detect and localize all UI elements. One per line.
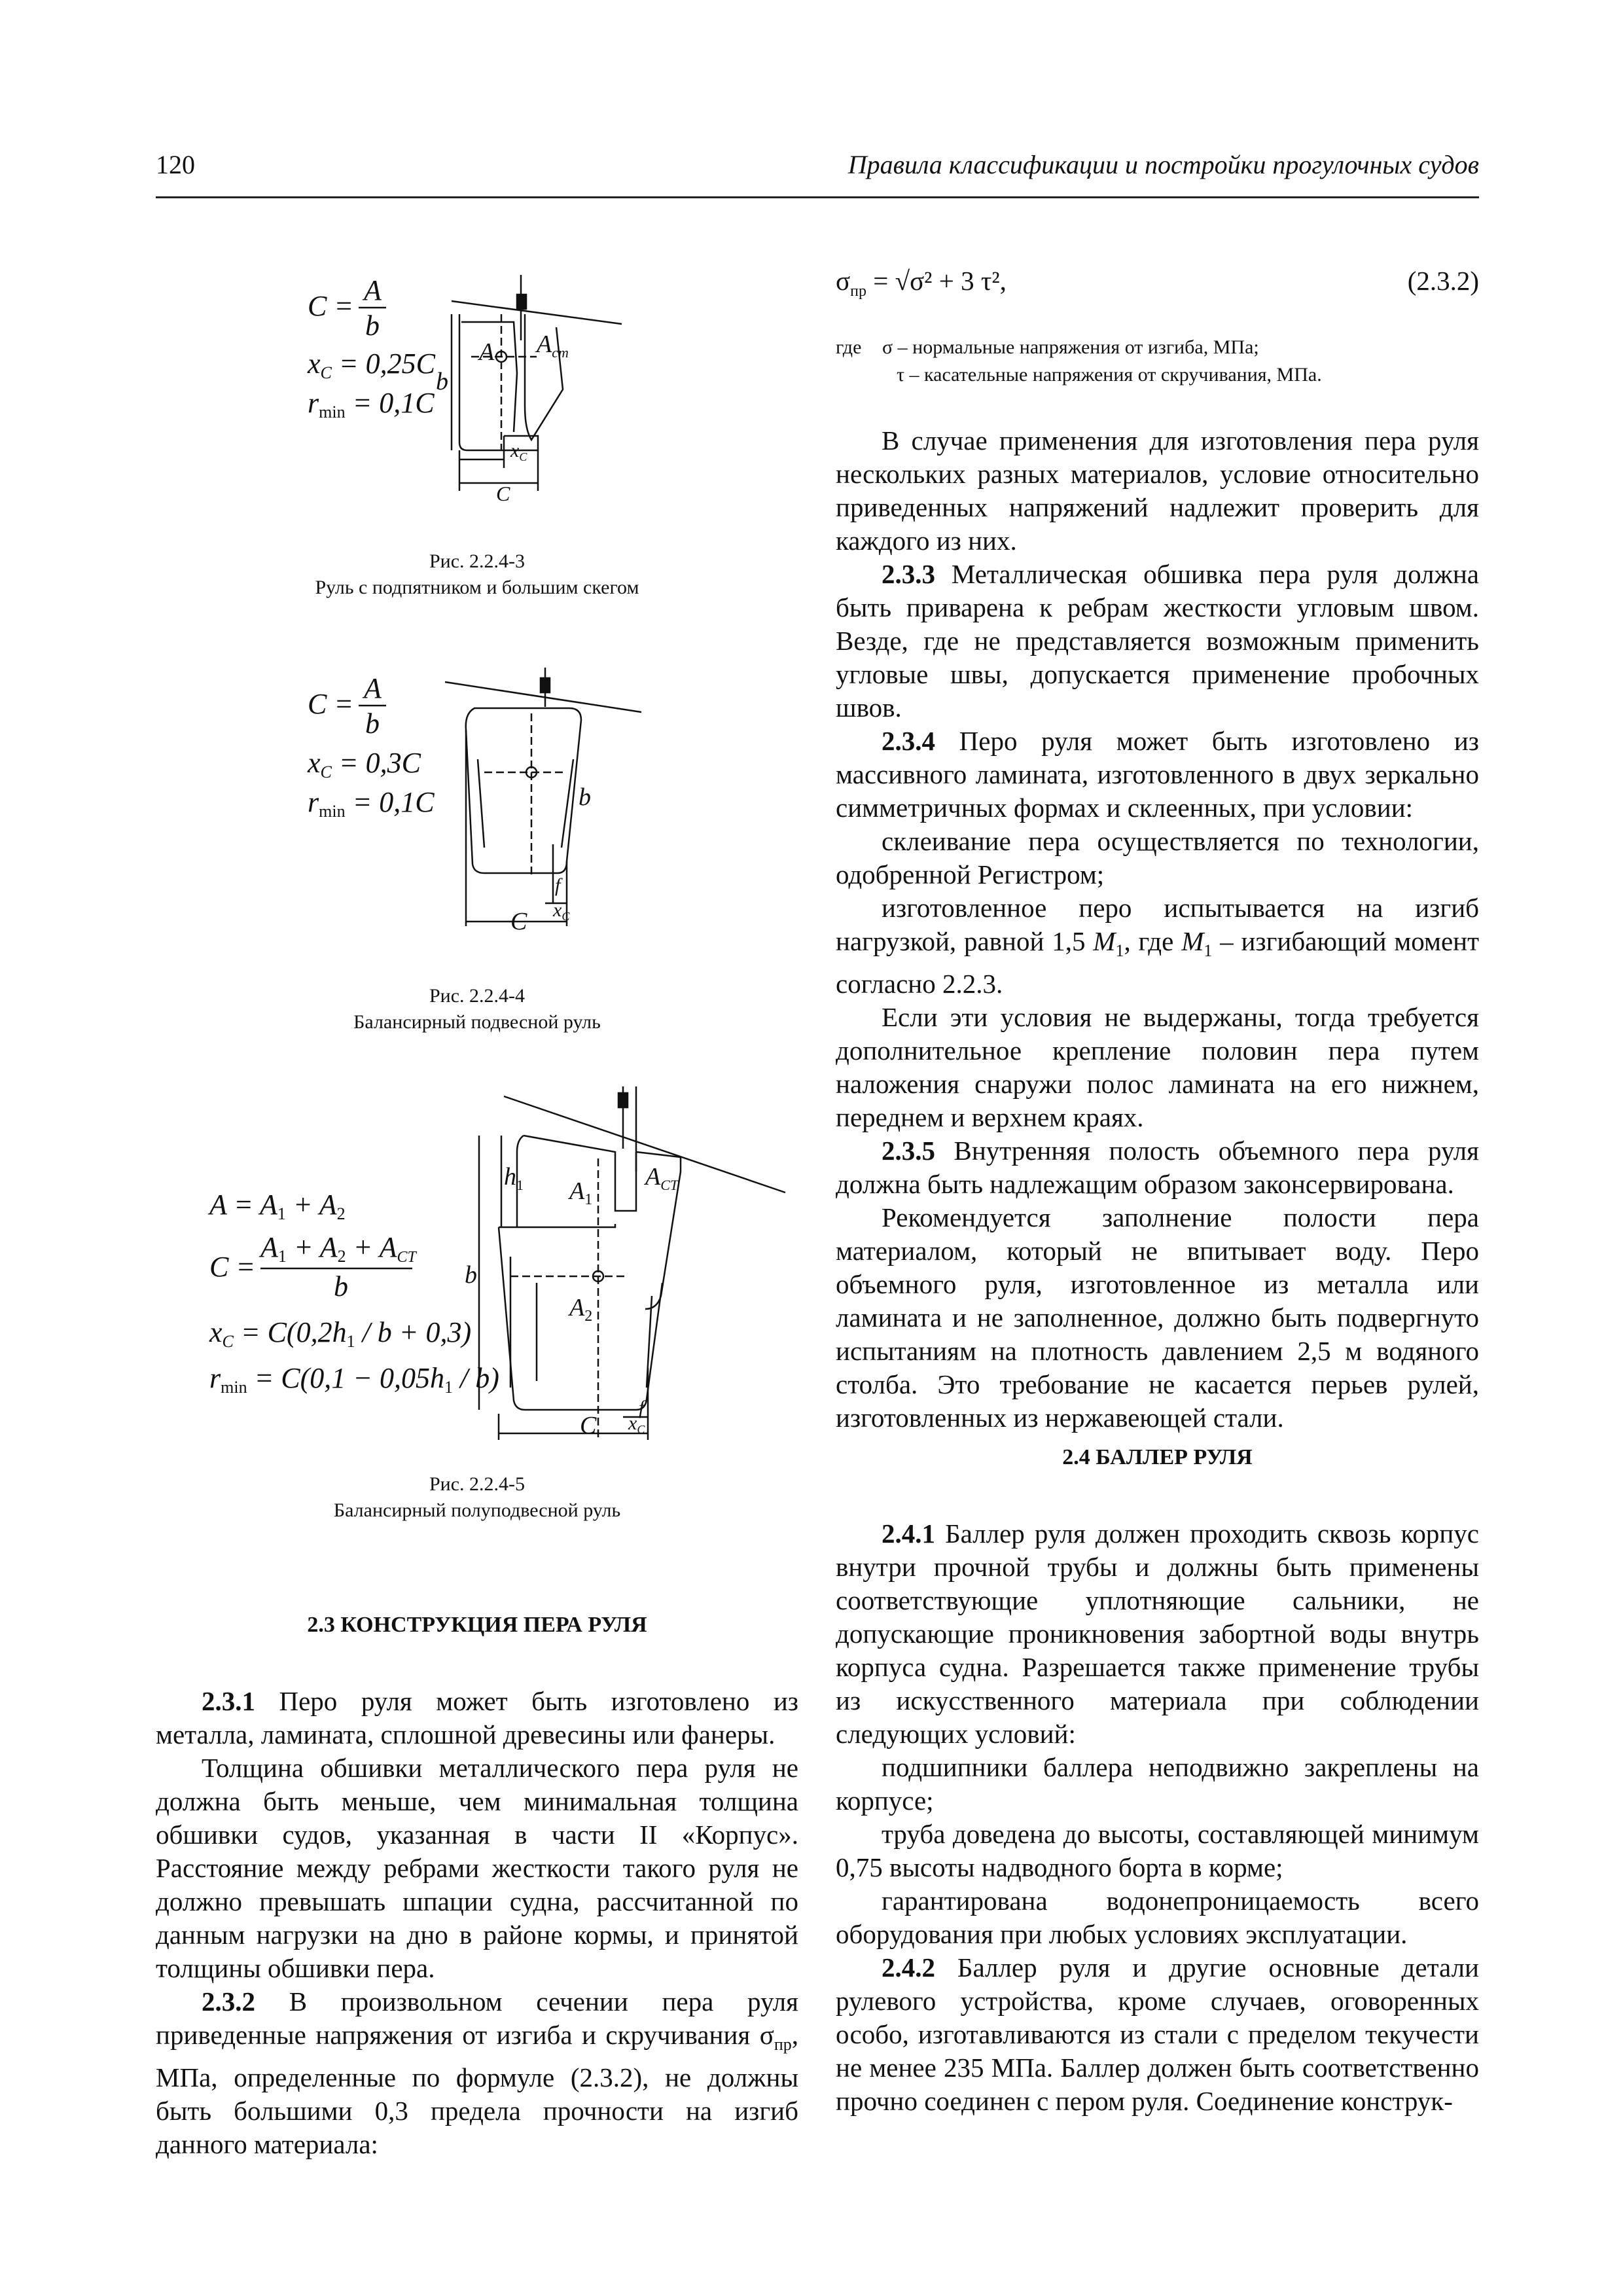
para-condition-watertight: гарантирована водонепроницаемость всего оборудования при любых условиях эксплуатации. <box>836 1886 1479 1949</box>
fig1-a-num: A <box>364 275 382 306</box>
para-materials: В случае применения для изготовления пера руля нескольких разных материалов, условие относительно приведенных напряжений надлежит проверить для каждого из них. <box>836 425 1479 556</box>
page-number: 120 <box>156 150 195 179</box>
right-column-text <box>836 424 1479 1435</box>
formula-where-2: τ – касательные напряжения от скручивания, МПа. <box>897 364 1322 386</box>
para-condition-2: изготовленное перо испытывается на изгиб нагрузкой, равной 1,5 $M_1$, где $M_1$ – изгибающий момент согласно 2.2.3. <box>836 893 1480 999</box>
svg-text:A: A <box>364 672 382 704</box>
fig1-caption-number: Рис. 2.2.4-3 <box>429 550 526 572</box>
section-2-4-heading: 2.4 БАЛЛЕР РУЛЯ <box>1062 1445 1253 1469</box>
fig2-label-f: f <box>555 874 561 896</box>
fig3-label-a1: $A_1$ <box>569 1177 593 1208</box>
fig3-label-f: f <box>639 1397 645 1418</box>
left-column-text <box>156 1685 798 2161</box>
fig3-caption-number: Рис. 2.2.4-5 <box>429 1473 526 1495</box>
fig2-caption-number: Рис. 2.2.4-4 <box>429 985 526 1007</box>
para-2-4-2: 2.4.2 Баллер руля и другие основные детали рулевого устройства, кроме случаев, оговоренных особо, изготавливаются из стали с пределом текучести не менее 235 МПа. Баллер должен быть соответственно прочно соединен с пером руля. Соединение конструк- <box>836 1952 1479 2116</box>
right-column-section-2-4 <box>836 1517 1479 2118</box>
section-2-3-heading: 2.3 КОНСТРУКЦИЯ ПЕРА РУЛЯ <box>307 1613 647 1637</box>
svg-text:xC = 0,25C: xC = 0,25C <box>308 348 435 382</box>
para-condition-pipe: труба доведена до высоты, составляющей минимум 0,75 высоты надводного борта в корме; <box>836 1819 1479 1882</box>
fig3-label-h1: $h_1$ <box>504 1163 524 1193</box>
svg-text:b: b <box>334 1270 348 1302</box>
svg-text:rmin = 0,1C: rmin = 0,1C <box>308 387 435 422</box>
formula-where-1: σ – нормальные напряжения от изгиба, МПа; <box>882 336 1259 358</box>
svg-text:C =: C = <box>209 1251 256 1283</box>
fig3-label-c: C <box>580 1412 597 1439</box>
para-2-4-1: 2.4.1 Баллер руля должен проходить сквозь корпус внутри прочной трубы и должны быть применены соответствующие уплотняющие сальники, не допускающие проникновения забортной воды внутрь корпуса судна. Разрешается также применение трубы из искусственного материала при соблюдении следующих условий: <box>836 1518 1479 1749</box>
figure-rudder-with-heel-and-skeg <box>288 275 654 504</box>
fig3-label-act: $A_{CT}$ <box>645 1163 679 1193</box>
para-filling: Рекомендуется заполнение полости пера материалом, который не впитывает воду. Перо объемного руля, изготовленное из металла или ламината и не заполненное, должно быть подвергнуто испытаниям на плотность давлением 2,5 м водяного столба. Это требование не касается перьев рулей, изготовленных из нержавеющей стали. <box>836 1202 1479 1433</box>
fig1-label-ast: $A_{ст}$ <box>537 331 569 361</box>
para-condition-1: склеивание пера осуществляется по технологии, одобренной Регистром; <box>836 826 1479 889</box>
para-2-3-1-b: Толщина обшивки металлического пера руля не должна быть меньше, чем минимальная толщина обшивки судов, указанная в части II «Корпус». Расстояние между ребрами жесткости такого руля не должно превышать шпации судна, рассчитанной по данным нагрузки на дно в районе кормы, и принятой толщины обшивки пера. <box>156 1753 798 1983</box>
para-2-3-5: 2.3.5 Внутренняя полость объемного пера руля должна быть надлежащим образом законсервирована. <box>836 1136 1479 1200</box>
para-2-3-3: 2.3.3 Металлическая обшивка пера руля должна быть приварена к ребрам жесткости угловым швом. Везде, где не представляется возможным применить угловые швы, допускается применение пробочных швов. <box>836 559 1479 723</box>
svg-text:C =: C = <box>308 688 354 720</box>
header-rule <box>156 196 1479 198</box>
svg-text:A = A1 + A2: A = A1 + A2 <box>209 1189 346 1223</box>
fig1-caption-title: Руль с подпятником и большим скегом <box>315 577 639 598</box>
running-title: Правила классификации и постройки прогулочных судов <box>847 150 1479 179</box>
para-2-3-2: 2.3.2 В произвольном сечении пера руля приведенные напряжения от изгиба и скручивания $\sigma_{пр}$, МПа, определенные по формуле (2.3.2), не должны быть большими 0,3 предела прочности на изгиб данного материала: <box>156 1986 798 2160</box>
fig2-label-c: C <box>510 908 527 935</box>
svg-text:A1 + A2 + ACT: A1 + A2 + ACT <box>260 1231 416 1266</box>
fig1-label-a: A <box>479 338 495 366</box>
para-2-3-4: 2.3.4 Перо руля может быть изготовлено из массивного ламината, изготовленного в двух зеркально симметричных формах и склеенных, при условии: <box>836 726 1479 823</box>
svg-text:rmin = 0,1C: rmin = 0,1C <box>308 786 435 821</box>
formula-2-3-2: $\sigma_{пр} = √\sigma^2 + 3$ τ², <box>836 266 1007 300</box>
fig3-label-b: b <box>465 1261 477 1289</box>
svg-text:xC = 0,3C: xC = 0,3C <box>308 747 421 781</box>
para-additional-fixing: Если эти условия не выдержаны, тогда требуется дополнительное крепление половин пера путем наложения снаружи полос ламината на его нижнем, переднем и верхнем краях. <box>836 1002 1479 1133</box>
fig1-b-den: b <box>365 310 380 342</box>
svg-text:rmin = C(0,1 − 0,05h1 / b): rmin = C(0,1 − 0,05h1 / b) <box>209 1362 499 1397</box>
fig2-label-b: b <box>579 783 591 811</box>
svg-text:xC = C(0,2h1 / b + 0,3): xC = C(0,2h1 / b + 0,3) <box>209 1316 472 1351</box>
fig2-label-xc: $x_C$ <box>553 899 570 923</box>
fig1-label-b: b <box>436 368 448 395</box>
formula-number: (2.3.2) <box>1407 266 1479 296</box>
fig2-caption-title: Балансирный подвесной руль <box>353 1011 601 1033</box>
formula-where-label: где <box>836 336 862 358</box>
para-2-3-1: 2.3.1 Перо руля может быть изготовлено из металла, ламината, сплошной древесины или фанеры. <box>156 1686 798 1749</box>
fig3-caption-title: Балансирный полуподвесной руль <box>333 1499 621 1521</box>
fig3-label-a2: $A_2$ <box>569 1294 593 1325</box>
fig1-label-xc: $x_C$ <box>510 440 527 463</box>
figure-balanced-hanging-rudder <box>288 668 654 936</box>
fig3-label-xc: $x_C$ <box>628 1412 645 1436</box>
svg-text:C =: C = <box>308 290 354 322</box>
para-condition-bearings: подшипники баллера неподвижно закреплены на корпусе; <box>836 1752 1479 1816</box>
svg-text:b: b <box>365 708 380 740</box>
figure-balanced-semi-hanging-rudder <box>196 1086 798 1440</box>
fig1-label-c: C <box>496 482 510 504</box>
